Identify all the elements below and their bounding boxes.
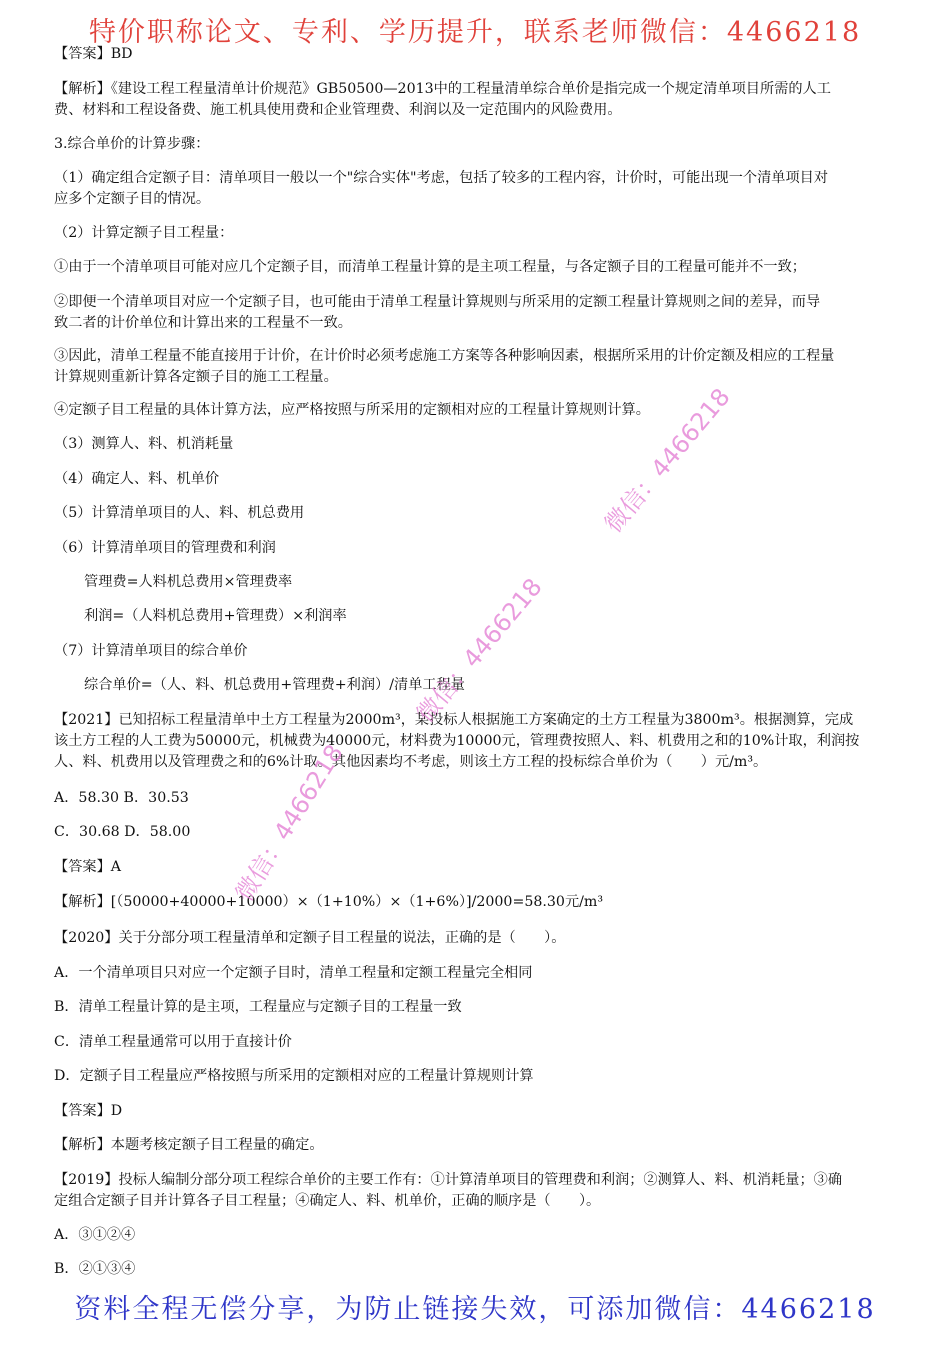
question-2020: 【2020】关于分部分项工程量清单和定额子目工程量的说法，正确的是（ ）。	[54, 930, 566, 946]
step-1-line-2: 应多个定额子目的情况。	[54, 191, 211, 207]
step-3: （3）测算人、料、机消耗量	[54, 436, 234, 452]
answer-3: 【答案】D	[54, 1103, 123, 1119]
watermark-3: 微信：4466218	[230, 739, 349, 907]
promo-banner-top: 特价职称论文、专利、学历提升，联系老师微信：4466218	[88, 17, 862, 48]
question-2021-line-1: 【2021】已知招标工程量清单中土方工程量为2000m³，某投标人根据施工方案确定的土方工程量为3800m³。根据测算，完成	[54, 712, 854, 728]
question-2019-line-2: 定组合定额子目并计算各子目工程量；④确定人、料、机单价，正确的顺序是（ ）。	[54, 1193, 601, 1209]
question-2019-option-b: B．②①③④	[54, 1261, 136, 1277]
formula-unit-price: 综合单价=（人、料、机总费用+管理费+利润）/清单工程量	[84, 677, 465, 693]
answer-1: 【答案】BD	[54, 46, 133, 62]
promo-banner-bottom: 资料全程无偿分享，为防止链接失效，可添加微信：4466218	[74, 1294, 876, 1325]
step-7: （7）计算清单项目的综合单价	[54, 643, 248, 659]
analysis-3: 【解析】本题考核定额子目工程量的确定。	[54, 1137, 324, 1153]
question-2020-option-d: D．定额子目工程量应严格按照与所采用的定额相对应的工程量计算规则计算	[54, 1068, 534, 1084]
step-4: （4）确定人、料、机单价	[54, 471, 220, 487]
question-2019-option-a: A．③①②④	[54, 1227, 136, 1243]
watermark-2: 微信：4466218	[411, 573, 548, 729]
step-5: （5）计算清单项目的人、料、机总费用	[54, 505, 305, 521]
question-2020-option-c: C．清单工程量通常可以用于直接计价	[54, 1034, 292, 1050]
question-2021-line-3: 人、料、机费用以及管理费之和的6%计取。其他因素均不考虑，则该土方工程的投标综合单价为（ ）元/m³。	[54, 754, 768, 770]
step-2: （2）计算定额子目工程量：	[54, 225, 234, 241]
section-heading-3: 3.综合单价的计算步骤：	[54, 136, 210, 152]
step-2-point-3-line-1: ③因此，清单工程量不能直接用于计价，在计价时必须考虑施工方案等各种影响因素，根据所采用的计价定额及相应的工程量	[54, 348, 835, 364]
step-6: （6）计算清单项目的管理费和利润	[54, 540, 276, 556]
formula-profit: 利润=（人料机总费用+管理费）×利润率	[84, 608, 347, 624]
step-2-point-3-line-2: 计算规则重新计算各定额子目的施工工程量。	[54, 369, 338, 385]
question-2021-options-cd: C．30.68 D．58.00	[54, 824, 191, 840]
step-2-point-1: ①由于一个清单项目可能对应几个定额子目，而清单工程量计算的是主项工程量，与各定额子目的工程量可能并不一致；	[54, 259, 806, 275]
analysis-2: 【解析】[（50000+40000+10000）×（1+10%）×（1+6%）]/2000=58.30元/m³	[54, 894, 604, 910]
answer-2: 【答案】A	[54, 859, 121, 875]
question-2021-options-ab: A．58.30 B．30.53	[54, 790, 189, 806]
step-2-point-2-line-1: ②即便一个清单项目对应一个定额子目，也可能由于清单工程量计算规则与所采用的定额工程量计算规则之间的差异，而导	[54, 294, 821, 310]
question-2020-option-b: B．清单工程量计算的是主项，工程量应与定额子目的工程量一致	[54, 999, 462, 1015]
analysis-1-line-1: 【解析】《建设工程工程量清单计价规范》GB50500—2013中的工程量清单综合单价是指完成一个规定清单项目所需的人工	[54, 81, 831, 97]
step-2-point-4: ④定额子目工程量的具体计算方法，应严格按照与所采用的定额相对应的工程量计算规则计算。	[54, 402, 650, 418]
analysis-1-line-2: 费、材料和工程设备费、施工机具使用费和企业管理费、利润以及一定范围内的风险费用。	[54, 102, 622, 118]
formula-management-fee: 管理费=人料机总费用×管理费率	[84, 574, 293, 590]
step-1-line-1: （1）确定组合定额子目：清单项目一般以一个"综合实体"考虑，包括了较多的工程内容，计价时，可能出现一个清单项目对	[54, 170, 829, 186]
question-2020-option-a: A．一个清单项目只对应一个定额子目时，清单工程量和定额工程量完全相同	[54, 965, 533, 981]
question-2021-line-2: 该土方工程的人工费为50000元，机械费为40000元，材料费为10000元，管理费按照人、料、机费用之和的10%计取，利润按	[54, 733, 860, 749]
watermark-1: 微信：4466218	[599, 383, 736, 539]
question-2019-line-1: 【2019】投标人编制分部分项工程综合单价的主要工作有：①计算清单项目的管理费和利润；②测算人、料、机消耗量；③确	[54, 1172, 843, 1188]
step-2-point-2-line-2: 致二者的计价单位和计算出来的工程量不一致。	[54, 315, 352, 331]
